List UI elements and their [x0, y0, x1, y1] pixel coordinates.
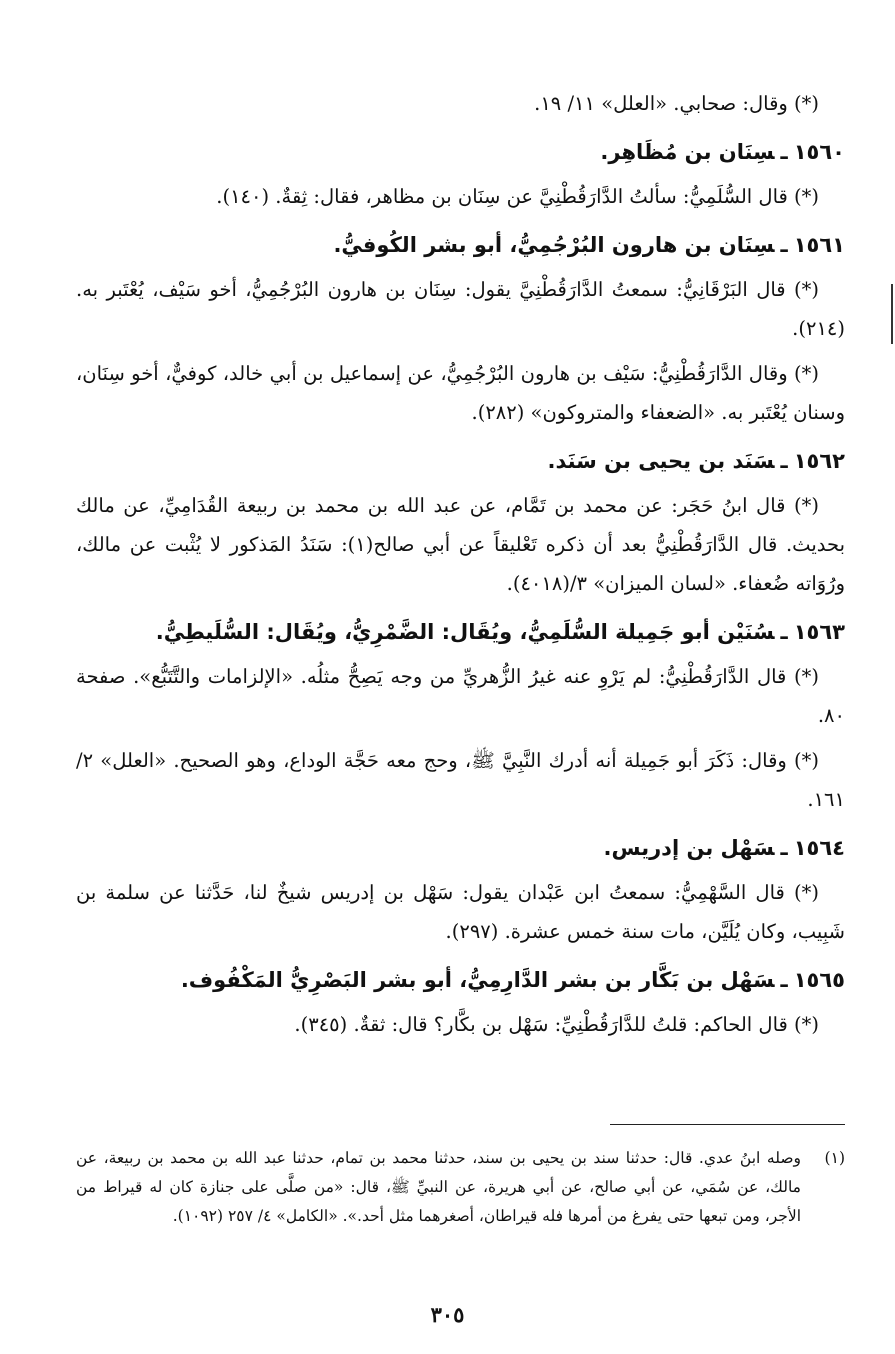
entry-dash: ـ: [780, 449, 788, 473]
entry: [76, 133, 845, 216]
entry-number: ١٥٦٢: [793, 449, 845, 473]
entry-number: ١٥٦١: [793, 233, 845, 257]
entry-number: ١٥٦٠: [793, 140, 845, 164]
margin-mark: [887, 284, 893, 344]
entry-title: سَنَد بن يحيى بن سَنَد.: [547, 449, 775, 473]
page-number: ٣٠٥: [430, 1302, 465, 1327]
entry-title: سِنَان بن مُظَاهِر.: [600, 140, 775, 164]
entry-dash: ـ: [780, 233, 788, 257]
entry-dash: ـ: [780, 968, 788, 992]
entry-heading: [76, 442, 845, 480]
entry-paragraph: (*) قال الدَّارَقُطْنِيُّ: لم يَرْوِ عنه غيرُ الزُّهريِّ من وجه يَصِحُّ مثلُه. «الإلزامات والتَّتَبُّع». صفحة ٨٠.: [76, 665, 845, 727]
main-text: [76, 84, 845, 1050]
entry-paragraph: (*) قال الحاكم: قلتُ للدَّارَقُطْنِيِّ: سَهْل بن بكَّار؟ قال: ثقةٌ. (٣٤٥).: [294, 1013, 819, 1036]
entry-paragraph: (*) وقال الدَّارَقُطْنِيُّ: سَيْف بن هارون البُرْجُمِيُّ، عن إسماعيل بن أبي خالد، كوفيٌّ، أخو سِنَان، وسنان يُعْتَبر به. «الضعفاء والمتروكون» (٢٨٢).: [76, 362, 845, 424]
entry-paragraph: (*) قال السُّلَمِيُّ: سألتُ الدَّارَقُطْنِيَّ عن سِنَان بن مظاهر، فقال: ثِقةٌ. (١٤٠).: [216, 185, 819, 208]
entry-heading: [76, 226, 845, 264]
entry-number: ١٥٦٤: [793, 836, 845, 860]
entry-paragraph: (*) قال ابنُ حَجَر: عن محمد بن تَمَّام، عن عبد الله بن محمد بن ربيعة القُدَامِيِّ، عن مالك بحديث. قال الدَّارَقُطْنِيُّ بعد أن ذكره تَعْليقاً عن أبي صالح(١): سَنَدُ المَذكور لا يُثْبت عن مالك، ورُوَاته ضُعفاء. «لسان الميزان» ٣/(٤٠١٨).: [76, 494, 846, 595]
entry: [76, 613, 845, 819]
entry-dash: ـ: [780, 620, 788, 644]
entry-heading: [76, 613, 845, 651]
entry-heading: [76, 829, 845, 867]
entry-heading: [76, 133, 845, 171]
entry-title: سُنَيْن أبو جَمِيلة السُّلَمِيُّ، ويُقَال: الضَّمْرِيُّ، ويُقَال: السُّلَيطِيُّ.: [155, 620, 775, 644]
entry: [76, 226, 845, 432]
footnotes: [76, 1144, 845, 1231]
footnote-marker: (١): [824, 1149, 845, 1167]
footnote: [76, 1144, 845, 1231]
entry-dash: ـ: [780, 140, 788, 164]
entry: [76, 829, 845, 951]
entry-title: سِنَان بن هارون البُرْجُمِيُّ، أبو بشر الكُوفيُّ.: [333, 233, 775, 257]
entry-dash: ـ: [780, 836, 788, 860]
footnote-text: وصله ابنُ عدي. قال: حدثنا سند بن يحيى بن سند، حدثنا محمد بن تمام، حدثنا عبد الله بن محمد بن ربيعة، عن مالك، عن سُمَي، عن أبي صالح، عن أبي هريرة، عن النبيِّ ﷺ، قال: «من صلَّى على جنازة كان له قيراط من الأجر، ومن تبعها حتى يفرغ من أمرها فله قيراطان، أصغرهما مثل أحد.». «الكامل» ٤/ ٢٥٧ (١٠٩٢).: [76, 1149, 801, 1225]
entry: [76, 961, 845, 1044]
entry-number: ١٥٦٥: [793, 968, 845, 992]
entry-heading: [76, 961, 845, 999]
entry-paragraph: (*) قال البَرْقَانِيُّ: سمعتُ الدَّارَقُطْنِيَّ يقول: سِنَان بن هارون البُرْجُمِيُّ، أخو سَيْف، يُعْتَبر به. (٢١٤).: [76, 278, 845, 340]
entry-title: سَهْل بن بَكَّار بن بشر الدَّارِمِيُّ، أبو بشر البَصْرِيُّ المَكْفُوف.: [180, 968, 775, 992]
entry: [76, 442, 845, 603]
entry-paragraph: (*) وقال: صحابي. «العلل» ١١/ ١٩.: [534, 92, 819, 115]
entry-paragraph: (*) وقال: ذَكَرَ أبو جَمِيلة أنه أدرك النَّبِيَّ ﷺ، وحج معه حَجَّة الوداع، وهو الصحيح. «العلل» ٢/ ١٦١.: [76, 749, 845, 811]
entry-continuation: [76, 84, 845, 123]
entry-paragraph: (*) قال السَّهْمِيُّ: سمعتُ ابن عَبْدان يقول: سَهْل بن إدريس شيخٌ لنا، حَدَّثنا عن سلمة بن شَبِيب، وكان يُلَيَّن، مات سنة خمس عشرة. (٢٩٧).: [76, 881, 845, 943]
footnote-separator: [610, 1124, 845, 1125]
entry-title: سَهْل بن إدريس.: [603, 836, 775, 860]
entry-number: ١٥٦٣: [793, 620, 845, 644]
